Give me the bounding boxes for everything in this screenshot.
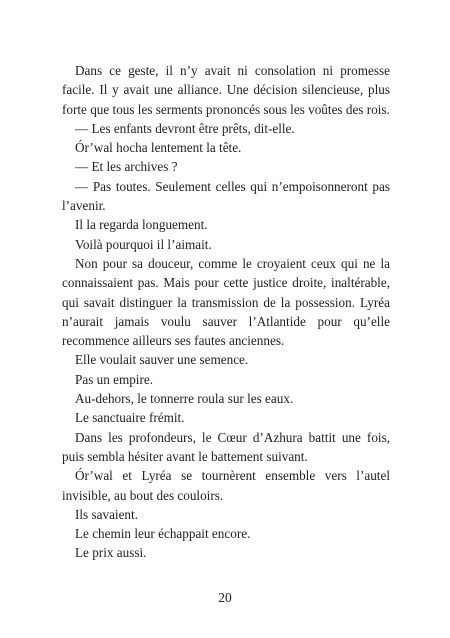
paragraph: Elle voulait sauver une semence. <box>75 352 249 368</box>
paragraph: Le sanctuaire frémit. <box>75 410 185 426</box>
paragraph: Pas un empire. <box>75 371 154 387</box>
paragraph: Non pour sa douceur, comme le croyaient ceux qui ne la connaissaient pas. Mais pour cette justice droite, inaltérable, qui savait distinguer la transmission de la possession. Lyréa n’aurait jamais voulu sauver l’Atlantide pour qu’elle recommence ailleurs ses fautes anciennes. <box>62 255 390 349</box>
paragraph: Ils savaient. <box>75 506 138 522</box>
paragraph: Au-dehors, le tonnerre roula sur les eaux. <box>75 391 294 407</box>
paragraph: Ór’wal et Lyréa se tournèrent ensemble vers l’autel invisible, au bout des couloirs. <box>62 468 390 503</box>
body-text <box>62 61 390 563</box>
paragraph: Le prix aussi. <box>75 545 147 561</box>
paragraph: — Et les archives ? <box>75 159 178 175</box>
page-number: 20 <box>218 590 232 605</box>
paragraph: Dans les profondeurs, le Cœur d’Azhura battit une fois, puis sembla hésiter avant le battement suivant. <box>62 429 390 464</box>
paragraph: Le chemin leur échappait encore. <box>75 526 251 542</box>
paragraph: Dans ce geste, il n’y avait ni consolation ni promesse facile. Il y avait une alliance. Une décision silencieuse, plus forte que tous les serments prononcés sous les voûtes des rois. <box>62 63 390 117</box>
paragraph: Il la regarda longuement. <box>75 217 208 233</box>
paragraph: Voilà pourquoi il l’aimait. <box>75 236 212 252</box>
paragraph: — Pas toutes. Seulement celles qui n’empoisonneront pas l’avenir. <box>62 178 390 214</box>
paragraph: Ór’wal hocha lentement la tête. <box>75 140 242 156</box>
paragraph: — Les enfants devront être prêts, dit-elle. <box>75 120 295 136</box>
